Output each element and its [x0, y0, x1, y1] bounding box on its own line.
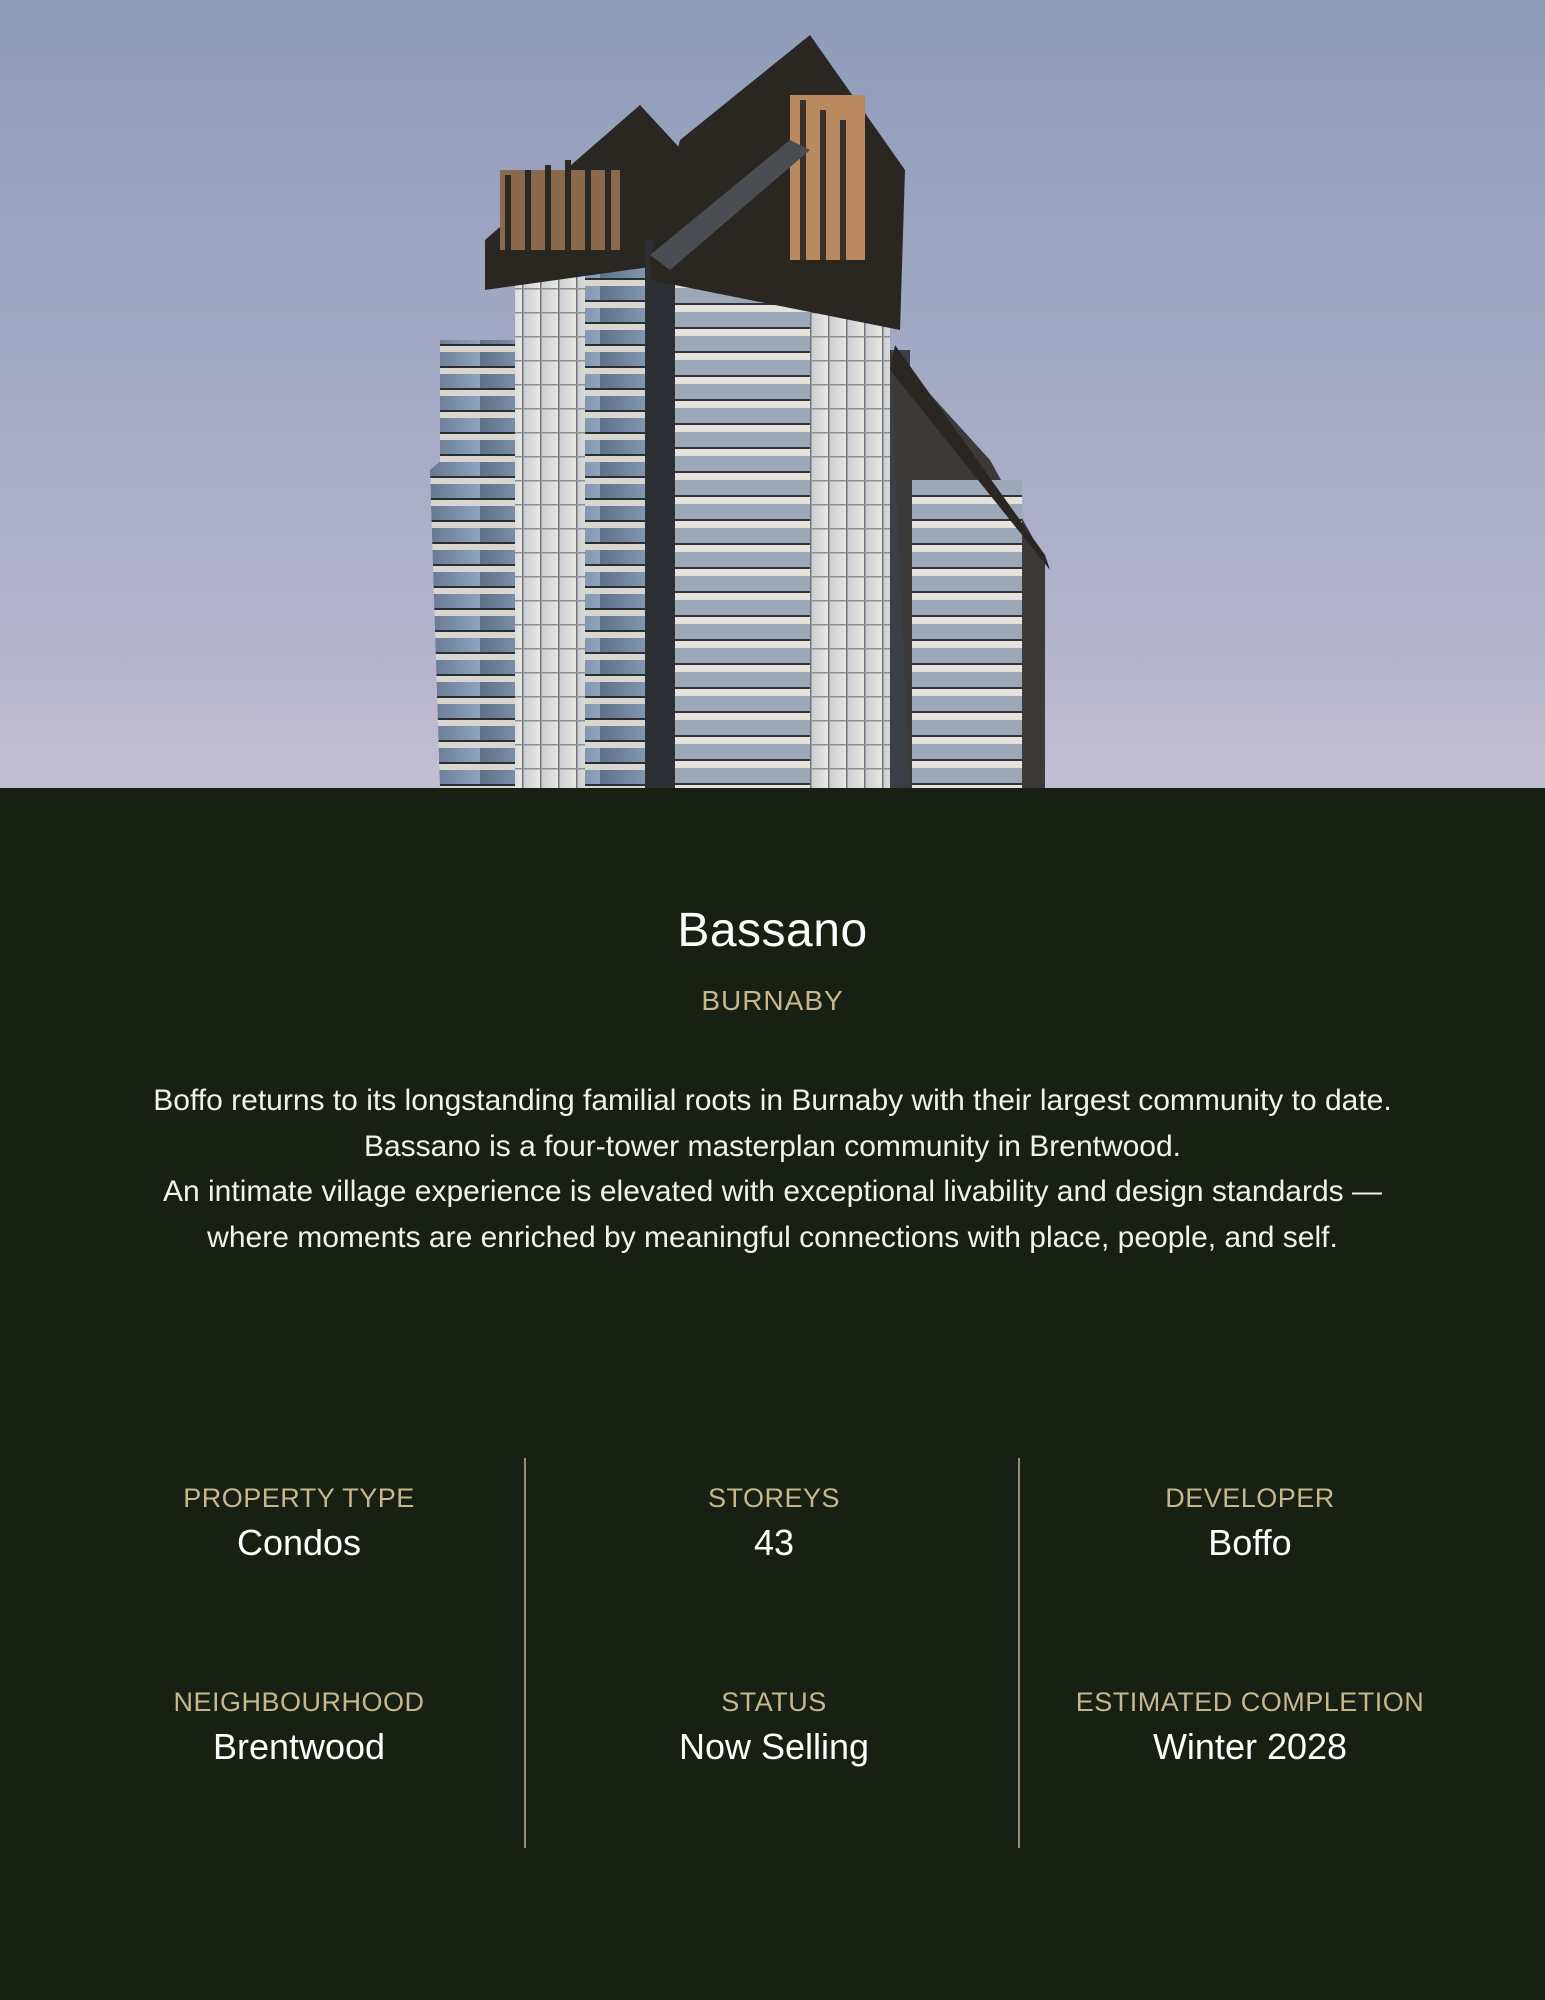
project-city: BURNABY — [701, 985, 844, 1016]
detail-value: Boffo — [1208, 1522, 1292, 1563]
detail-label: PROPERTY TYPE — [183, 1483, 415, 1513]
project-details-grid — [0, 1458, 1545, 1848]
detail-value: Condos — [236, 1522, 362, 1563]
detail-property-type — [59, 1483, 539, 1564]
project-info-panel — [0, 788, 1545, 2000]
detail-storeys — [534, 1483, 1014, 1564]
detail-neighbourhood — [59, 1687, 539, 1768]
detail-developer — [1010, 1483, 1490, 1564]
description-line: Bassano is a four-tower masterplan community in Brentwood. — [363, 1129, 1182, 1163]
description-line: where moments are enriched by meaningful connections with place, people, and self. — [207, 1220, 1338, 1254]
hero-image — [0, 0, 1545, 788]
detail-label: DEVELOPER — [1165, 1483, 1335, 1513]
detail-label: ESTIMATED COMPLETION — [1075, 1687, 1425, 1717]
detail-label: STOREYS — [707, 1483, 841, 1513]
detail-value: Now Selling — [678, 1726, 870, 1767]
detail-label: STATUS — [721, 1687, 827, 1717]
detail-status — [534, 1687, 1014, 1768]
description-line: An intimate village experience is elevated with exceptional livability and design standards — — [162, 1175, 1382, 1208]
project-title: Bassano — [677, 904, 868, 957]
tower-rendering-image — [0, 0, 1545, 788]
detail-value: Winter 2028 — [1152, 1726, 1348, 1767]
detail-label: NEIGHBOURHOOD — [173, 1687, 425, 1717]
detail-value: Brentwood — [212, 1726, 386, 1767]
description-line: Boffo returns to its longstanding familial roots in Burnaby with their largest community to date. — [153, 1084, 1392, 1117]
detail-estimated-completion — [1010, 1687, 1490, 1768]
detail-value: 43 — [753, 1522, 795, 1563]
project-description — [120, 1078, 1425, 1260]
